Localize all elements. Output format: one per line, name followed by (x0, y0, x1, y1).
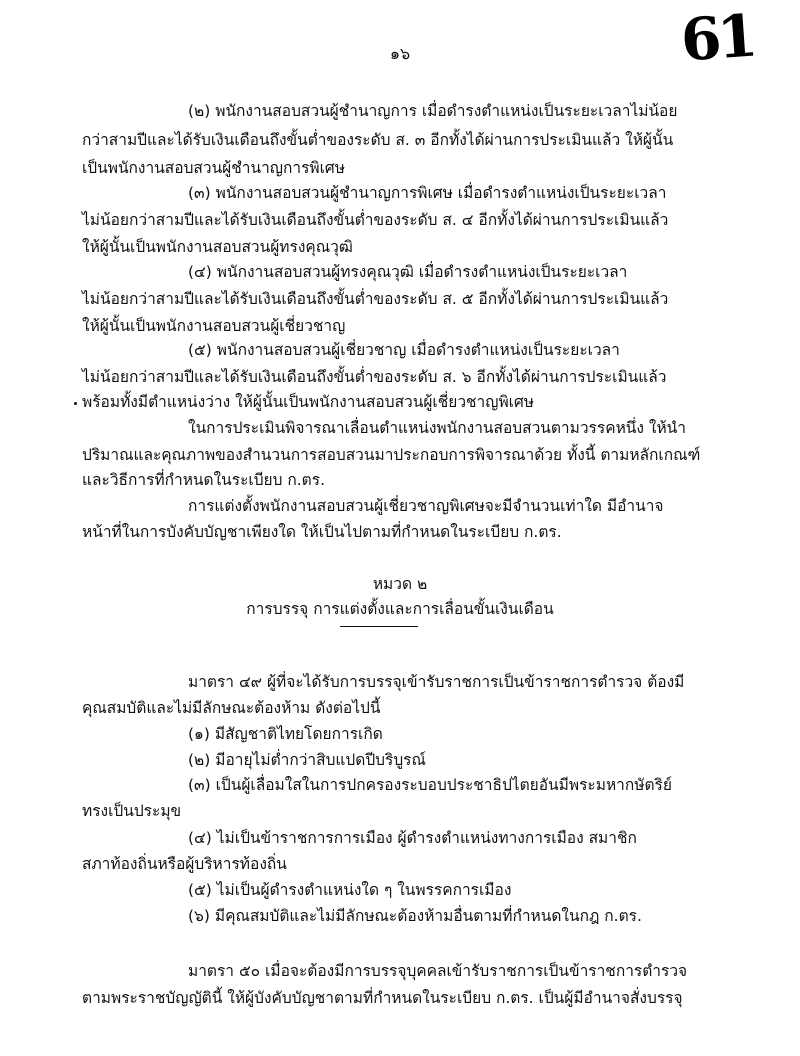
paragraph-line: ไม่น้อยกว่าสามปีและได้รับเงินเดือนถึงขั้นต่ำของระดับ ส. ๖ อีกทั้งได้ผ่านการประเมินแล้ว (82, 368, 667, 386)
paragraph-line: ให้ผู้นั้นเป็นพนักงานสอบสวนผู้ทรงคุณวุฒิ (82, 238, 353, 256)
list-item: (๕) ไม่เป็นผู้ดำรงตำแหน่งใด ๆ ในพรรคการเมือง (188, 881, 512, 899)
paragraph-line: (๕) พนักงานสอบสวนผู้เชี่ยวชาญ เมื่อดำรงตำแหน่งเป็นระยะเวลา (188, 341, 620, 359)
paragraph-line: (๔) พนักงานสอบสวนผู้ทรงคุณวุฒิ เมื่อดำรงตำแหน่งเป็นระยะเวลา (188, 263, 628, 281)
scan-speck (74, 402, 77, 405)
chapter-title: หมวด ๒ (372, 575, 428, 593)
list-item: (๖) มีคุณสมบัติและไม่มีลักษณะต้องห้ามอื่นตามที่กำหนดในกฎ ก.ตร. (188, 907, 642, 925)
paragraph-line: ไม่น้อยกว่าสามปีและได้รับเงินเดือนถึงขั้นต่ำของระดับ ส. ๕ อีกทั้งได้ผ่านการประเมินแล้ว (82, 290, 669, 308)
paragraph-line: ปริมาณและคุณภาพของสำนวนการสอบสวนมาประกอบการพิจารณาด้วย ทั้งนี้ ตามหลักเกณฑ์ (82, 446, 701, 464)
paragraph-line: และวิธีการที่กำหนดในระเบียบ ก.ตร. (82, 471, 326, 489)
list-item-continuation: สภาท้องถิ่นหรือผู้บริหารท้องถิ่น (82, 855, 287, 873)
list-item: (๔) ไม่เป็นข้าราชการการเมือง ผู้ดำรงตำแหน่งทางการเมือง สมาชิก (188, 829, 637, 847)
list-item-continuation: ทรงเป็นประมุข (82, 802, 182, 820)
paragraph-line: (๒) พนักงานสอบสวนผู้ชำนาญการ เมื่อดำรงตำแหน่งเป็นระยะเวลาไม่น้อย (188, 102, 678, 120)
section-50-line: มาตรา ๕๐ เมื่อจะต้องมีการบรรจุบุคคลเข้ารับราชการเป็นข้าราชการตำรวจ (188, 962, 688, 980)
page-number: ๑๖ (389, 44, 411, 63)
paragraph-line: กว่าสามปีและได้รับเงินเดือนถึงขั้นต่ำของระดับ ส. ๓ อีกทั้งได้ผ่านการประเมินแล้ว ให้ผู้นั้น (82, 131, 674, 149)
section-50-line: ตามพระราชบัญญัตินี้ ให้ผู้บังคับบัญชาตามที่กำหนดในระเบียบ ก.ตร. เป็นผู้มีอำนาจสั่งบรรจุ (82, 989, 683, 1007)
paragraph-line: การแต่งตั้งพนักงานสอบสวนผู้เชี่ยวชาญพิเศษจะมีจำนวนเท่าใด มีอำนาจ (188, 497, 664, 515)
section-49-line: มาตรา ๔๙ ผู้ที่จะได้รับการบรรจุเข้ารับราชการเป็นข้าราชการตำรวจ ต้องมี (188, 673, 685, 691)
paragraph-line: ไม่น้อยกว่าสามปีและได้รับเงินเดือนถึงขั้นต่ำของระดับ ส. ๔ อีกทั้งได้ผ่านการประเมินแล้ว (82, 211, 669, 229)
section-49-line: คุณสมบัติและไม่มีลักษณะต้องห้าม ดังต่อไปนี้ (82, 699, 381, 717)
list-item: (๒) มีอายุไม่ต่ำกว่าสิบแปดปีบริบูรณ์ (188, 751, 426, 769)
paragraph-line: เป็นพนักงานสอบสวนผู้ชำนาญการพิเศษ (82, 159, 345, 177)
paragraph-line: (๓) พนักงานสอบสวนผู้ชำนาญการพิเศษ เมื่อดำรงตำแหน่งเป็นระยะเวลา (188, 184, 667, 202)
chapter-subtitle: การบรรจุ การแต่งตั้งและการเลื่อนขั้นเงินเดือน (246, 600, 554, 618)
handwritten-page-mark: 61 (678, 1, 757, 75)
list-item: (๑) มีสัญชาติไทยโดยการเกิด (188, 725, 383, 743)
list-item: (๓) เป็นผู้เลื่อมใสในการปกครองระบอบประชาธิปไตยอันมีพระมหากษัตริย์ (188, 776, 672, 794)
paragraph-line: พร้อมทั้งมีตำแหน่งว่าง ให้ผู้นั้นเป็นพนักงานสอบสวนผู้เชี่ยวชาญพิเศษ (82, 393, 535, 411)
paragraph-line: ให้ผู้นั้นเป็นพนักงานสอบสวนผู้เชี่ยวชาญ (82, 317, 346, 335)
chapter-divider (340, 626, 418, 627)
paragraph-line: หน้าที่ในการบังคับบัญชาเพียงใด ให้เป็นไปตามที่กำหนดในระเบียบ ก.ตร. (82, 523, 562, 541)
paragraph-line: ในการประเมินพิจารณาเลื่อนตำแหน่งพนักงานสอบสวนตามวรรคหนึ่ง ให้นำ (188, 419, 686, 437)
